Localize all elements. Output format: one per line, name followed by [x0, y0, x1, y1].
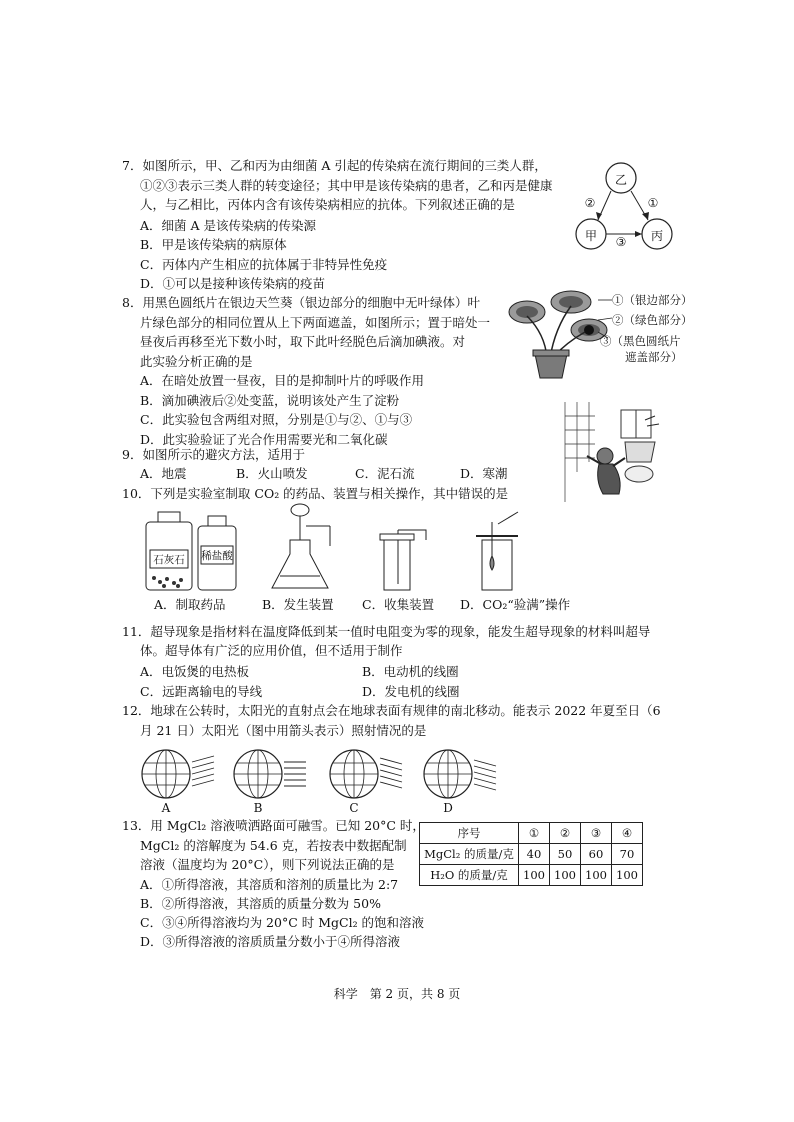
q12-label-c: C	[349, 801, 359, 815]
q10-caption-c: C．收集装置	[362, 597, 435, 612]
table-header-cell: ④	[612, 823, 643, 844]
page-footer: 科学 第 2 页，共 8 页	[333, 987, 461, 1001]
plant-label-green-part: ②（绿色部分）	[612, 313, 693, 327]
q9-option-b: B．火山喷发	[236, 466, 308, 481]
table-cell: 60	[581, 844, 612, 865]
table-header-cell: ①	[519, 823, 550, 844]
q7-line-2: ①②③表示三类人群的转变途径；其中甲是该传染病的患者，乙和丙是健康	[140, 178, 553, 193]
table-header-cell: ③	[581, 823, 612, 844]
q10-caption-b: B．发生装置	[262, 597, 334, 612]
plant-label-covered-2: 遮盖部分）	[625, 350, 683, 364]
table-header-row	[420, 823, 643, 844]
q7-path-3: ③	[615, 235, 627, 249]
q13-line-3: 溶液（温度均为 20°C），则下列说法正确的是	[140, 857, 395, 872]
q7-node-yi: 乙	[614, 173, 627, 187]
q8-option-b: B．滴加碘液后②处变蓝，说明该处产生了淀粉	[140, 393, 400, 408]
q12-label-a: A	[161, 801, 171, 815]
q7-line-3: 人，与乙相比，丙体内含有该传染病相应的抗体。下列叙述正确的是	[140, 197, 516, 212]
q12-label-b: B	[253, 801, 263, 815]
q7-option-a: A．细菌 A 是该传染病的传染源	[140, 218, 317, 233]
q13-line-1: 13．用 MgCl₂ 溶液喷洒路面可融雪。已知 20°C 时，	[122, 818, 425, 833]
table-cell: 100	[612, 865, 643, 886]
q13-option-d: D．③所得溶液的溶质质量分数小于④所得溶液	[140, 934, 401, 949]
q7-path-2: ②	[584, 196, 596, 210]
q12-line-2: 月 21 日）太阳光（图中用箭头表示）照射情况的是	[140, 723, 427, 738]
q11-line-2: 体。超导体有广泛的应用价值，但不适用于制作	[140, 643, 403, 658]
table-header-cell: 序号	[420, 823, 519, 844]
q7-node-jia: 甲	[584, 229, 597, 243]
q12-line-1: 12．地球在公转时，太阳光的直射点会在地球表面有规律的南北移动。能表示 2022 年夏至日（6	[122, 703, 661, 718]
table-cell: 100	[519, 865, 550, 886]
q10-caption-d: D．CO₂“验满”操作	[460, 597, 571, 612]
q12-label-d: D	[443, 801, 453, 815]
q10-line: 10．下列是实验室制取 CO₂ 的药品、装置与相关操作，其中错误的是	[122, 486, 509, 501]
q8-option-d: D．此实验验证了光合作用需要光和二氧化碳	[140, 432, 388, 447]
q8-option-a: A．在暗处放置一昼夜，目的是抑制叶片的呼吸作用	[140, 373, 425, 388]
q8-option-c: C．此实验包含两组对照，分别是①与②、①与③	[140, 412, 413, 427]
q7-line-1: 7．如图所示，甲、乙和丙为由细菌 A 引起的传染病在流行期间的三类人群，	[122, 158, 547, 173]
q11-option-d: D．发电机的线圈	[362, 684, 460, 699]
table-cell: 70	[612, 844, 643, 865]
q7-option-d: D．①可以是接种该传染病的疫苗	[140, 276, 326, 291]
q8-line-2: 片绿色部分的相同位置从上下两面遮盖，如图所示；置于暗处一	[140, 315, 491, 330]
q9-line: 9．如图所示的避灾方法，适用于	[122, 447, 305, 462]
q13-line-2: MgCl₂ 的溶解度为 54.6 克，若按表中数据配制	[140, 838, 407, 853]
q13-option-c: C．③④所得溶液均为 20°C 时 MgCl₂ 的饱和溶液	[140, 915, 425, 930]
q13-option-b: B．②所得溶液，其溶质的质量分数为 50%	[140, 896, 381, 911]
q10-caption-a: A．制取药品	[154, 597, 226, 612]
q11-option-b: B．电动机的线圈	[362, 664, 459, 679]
q7-option-b: B．甲是该传染病的病原体	[140, 237, 287, 252]
q7-node-bing: 丙	[650, 229, 663, 243]
q9-option-a: A．地震	[140, 466, 187, 481]
q8-line-4: 此实验分析正确的是	[140, 354, 253, 369]
globe-options	[138, 744, 498, 806]
plant-label-silver-edge: ①（银边部分）	[612, 293, 693, 307]
table-header-cell: ②	[550, 823, 581, 844]
q7-option-c: C．丙体内产生相应的抗体属于非特异性免疫	[140, 257, 388, 272]
q9-option-d: D．寒潮	[460, 466, 508, 481]
q7-path-1: ①	[647, 196, 659, 210]
q8-line-1: 8．用黑色圆纸片在银边天竺葵（银边部分的细胞中无叶绿体）叶	[122, 295, 480, 310]
q9-option-c: C．泥石流	[355, 466, 415, 481]
table-cell: 40	[519, 844, 550, 865]
bottle-label-hydrochloric-acid: 稀盐酸	[201, 550, 233, 562]
q11-option-c: C．远距离输电的导线	[140, 684, 263, 699]
solution-data-table	[419, 822, 643, 886]
table-cell: 100	[550, 865, 581, 886]
table-cell: 100	[581, 865, 612, 886]
bottle-label-limestone: 石灰石	[153, 554, 185, 566]
table-cell: MgCl₂ 的质量/克	[420, 844, 519, 865]
q11-option-a: A．电饭煲的电热板	[140, 664, 250, 679]
table-cell: H₂O 的质量/克	[420, 865, 519, 886]
table-row	[420, 844, 643, 865]
q8-line-3: 昼夜后再移至光下数小时，取下此叶经脱色后滴加碘液。对	[140, 334, 466, 349]
disaster-shelter-illustration	[565, 402, 665, 502]
plant-label-covered-1: ③（黑色圆纸片	[600, 334, 681, 348]
table-row	[420, 865, 643, 886]
q13-option-a: A．①所得溶液，其溶质和溶剂的质量比为 2:7	[140, 877, 399, 892]
q11-line-1: 11．超导现象是指材料在温度降低到某一值时电阻变为零的现象，能发生超导现象的材料叫超导	[122, 624, 651, 639]
table-cell: 50	[550, 844, 581, 865]
